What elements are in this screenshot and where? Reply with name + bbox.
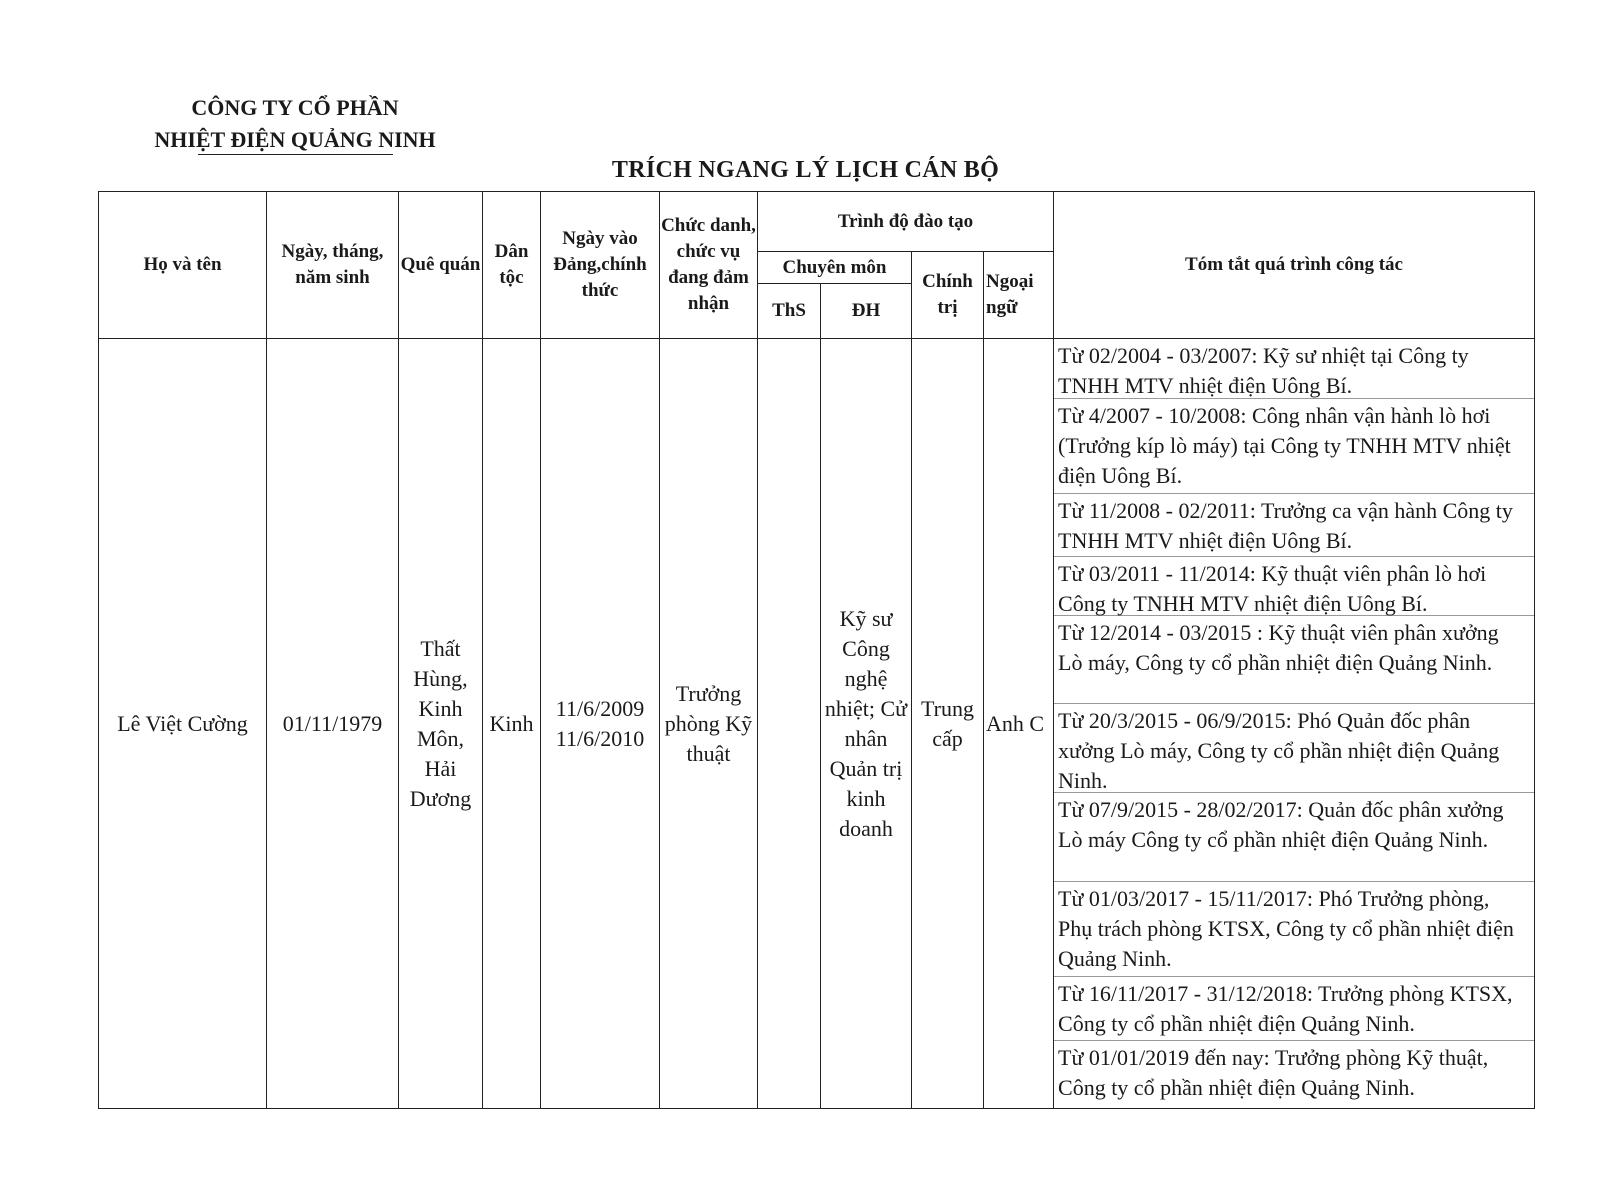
header-ethnicity: Dân tộc — [483, 192, 541, 339]
header-summary: Tóm tắt quá trình công tác — [1054, 192, 1535, 339]
header-ths: ThS — [758, 284, 821, 339]
cell-language: Anh C — [984, 339, 1054, 1109]
cell-dh: Kỹ sư Công nghệ nhiệt; Cử nhân Quản trị kinh doanh — [821, 339, 912, 1109]
header-name: Họ và tên — [99, 192, 267, 339]
company-line-1: CÔNG TY CỔ PHẦN — [191, 95, 399, 120]
cell-dob: 01/11/1979 — [267, 339, 399, 1109]
timeline-entry: Từ 03/2011 - 11/2014: Kỹ thuật viên phân lò hơi Công ty TNHH MTV nhiệt điện Uông Bí. — [1054, 557, 1534, 616]
cell-party-dates — [541, 339, 660, 1109]
cell-politics: Trung cấp — [912, 339, 984, 1109]
timeline-entry: Từ 02/2004 - 03/2007: Kỹ sư nhiệt tại Công ty TNHH MTV nhiệt điện Uông Bí. — [1054, 339, 1534, 399]
cell-position: Trưởng phòng Kỹ thuật — [660, 339, 758, 1109]
header-dob: Ngày, tháng, năm sinh — [267, 192, 399, 339]
header-language: Ngoại ngữ — [984, 252, 1054, 339]
cv-table — [98, 191, 1535, 1109]
timeline-entry: Từ 12/2014 - 03/2015 : Kỹ thuật viên phân xưởng Lò máy, Công ty cổ phần nhiệt điện Quảng Ninh. — [1054, 616, 1534, 704]
party-joined-date: 11/6/2009 — [555, 695, 645, 721]
cell-name: Lê Việt Cường — [99, 339, 267, 1109]
header-specialty: Chuyên môn — [758, 252, 912, 284]
cell-work-summary — [1054, 339, 1535, 1109]
header-party-dates: Ngày vào Đảng,chính thức — [541, 192, 660, 339]
company-line-2: NHIỆT ĐIỆN QUẢNG NINH — [154, 127, 436, 152]
timeline-entry: Từ 20/3/2015 - 06/9/2015: Phó Quản đốc phân xưởng Lò máy, Công ty cổ phần nhiệt điện Quảng Ninh. — [1054, 704, 1534, 793]
timeline-entry: Từ 4/2007 - 10/2008: Công nhân vận hành lò hơi (Trưởng kíp lò máy) tại Công ty TNHH MTV nhiệt điện Uông Bí. — [1054, 399, 1534, 494]
header-position: Chức danh, chức vụ đang đảm nhận — [660, 192, 758, 339]
timeline-entry: Từ 01/01/2019 đến nay: Trưởng phòng Kỹ thuật, Công ty cổ phần nhiệt điện Quảng Ninh. — [1058, 1045, 1489, 1100]
document-title: TRÍCH NGANG LÝ LỊCH CÁN BỘ — [611, 157, 1000, 183]
header-politics: Chính trị — [912, 252, 984, 339]
timeline-entry: Từ 16/11/2017 - 31/12/2018: Trưởng phòng KTSX, Công ty cổ phần nhiệt điện Quảng Ninh. — [1054, 977, 1534, 1041]
timeline-entry: Từ 07/9/2015 - 28/02/2017: Quản đốc phân xưởng Lò máy Công ty cổ phần nhiệt điện Quảng Ninh. — [1054, 793, 1534, 882]
party-official-date: 11/6/2010 — [555, 725, 645, 751]
header-hometown: Quê quán — [399, 192, 483, 339]
cell-ths — [758, 339, 821, 1109]
header-dh: ĐH — [821, 284, 912, 339]
company-name — [130, 92, 460, 155]
timeline-entry: Từ 01/03/2017 - 15/11/2017: Phó Trưởng phòng, Phụ trách phòng KTSX, Công ty cổ phần nhiệt điện Quảng Ninh. — [1054, 882, 1534, 977]
cell-hometown: Thất Hùng, Kinh Môn, Hải Dương — [399, 339, 483, 1109]
timeline-entry: Từ 11/2008 - 02/2011: Trưởng ca vận hành Công ty TNHH MTV nhiệt điện Uông Bí. — [1054, 494, 1534, 557]
header-training: Trình độ đào tạo — [758, 192, 1054, 252]
cell-ethnicity: Kinh — [483, 339, 541, 1109]
work-timeline — [1054, 339, 1534, 1108]
